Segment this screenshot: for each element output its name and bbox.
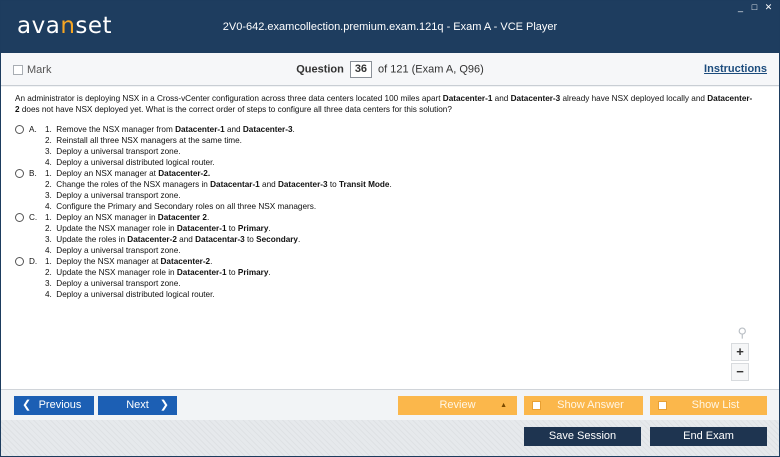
answer-step (45, 234, 300, 245)
answer-step-segment: . (268, 224, 271, 233)
question-label: Question (296, 63, 344, 76)
answer-option[interactable] (15, 256, 755, 300)
answer-step-segment: Update the NSX manager role in (56, 224, 177, 233)
answer-step-segment: . (298, 235, 301, 244)
answer-step-segment: and (224, 125, 243, 134)
answer-step-segment: Deploy a universal transport zone. (56, 279, 181, 288)
answer-letter: A. (29, 125, 37, 134)
step-number: 3. (45, 235, 52, 244)
step-number: 2. (45, 136, 52, 145)
step-number: 1. (45, 213, 52, 222)
answer-step-segment: Primary (237, 224, 269, 233)
answer-step-segment: Deploy an NSX manager at (56, 169, 159, 178)
step-number: 2. (45, 268, 52, 277)
answer-step-segment: Datacenter-3 (242, 125, 293, 134)
question-bar (1, 53, 779, 86)
answer-step-segment: Datacenter-2. (158, 169, 211, 178)
navigation-bar (1, 389, 779, 420)
answer-options (15, 124, 755, 300)
question-content (1, 87, 779, 389)
answer-letter: D. (29, 257, 38, 266)
answer-step-segment: Datacenter-1 (175, 125, 225, 134)
window-title: 2V0-642.examcollection.premium.exam.121q - Exam A - VCE Player (222, 21, 558, 33)
answer-step (45, 124, 295, 135)
end-exam-button[interactable]: End Exam (650, 427, 767, 446)
step-number: 1. (45, 169, 52, 178)
answer-radio[interactable] (15, 257, 24, 266)
magnifier-icon: ⚲ (737, 325, 747, 340)
app-logo: avanset (17, 13, 113, 39)
answer-step (45, 146, 295, 157)
step-number: 3. (45, 147, 52, 156)
answer-step (45, 201, 392, 212)
zoom-in-button[interactable]: + (731, 343, 749, 361)
previous-button[interactable]: ❮ Previous (14, 396, 94, 415)
zoom-out-button[interactable]: − (731, 363, 749, 381)
question-text-segment: and (492, 94, 511, 103)
answer-step-segment: Configure the Primary and Secondary roles on all three NSX managers. (56, 202, 317, 211)
show-list-button[interactable]: Show List (650, 396, 767, 415)
answer-step-segment: Transit Mode (338, 180, 390, 189)
step-number: 1. (45, 125, 52, 134)
maximize-icon[interactable]: □ (751, 2, 758, 12)
question-total: of 121 (Exam A, Q96) (378, 63, 484, 76)
answer-step-segment: Datacentar-3 (195, 235, 245, 244)
title-bar (1, 1, 779, 53)
answer-step-segment: Deploy a universal transport zone. (56, 191, 181, 200)
answer-radio[interactable] (15, 125, 24, 134)
answer-step-segment: Deploy a universal distributed logical router. (56, 290, 215, 299)
answer-steps (45, 212, 300, 256)
answer-step (45, 179, 392, 190)
step-number: 3. (45, 191, 52, 200)
answer-step-segment: . (389, 180, 392, 189)
chevron-right-icon: ❯ (159, 399, 169, 411)
answer-step (45, 223, 300, 234)
minimize-icon[interactable]: _ (737, 2, 743, 12)
chevron-left-icon: ❮ (22, 399, 32, 411)
step-number: 4. (45, 246, 52, 255)
answer-step-segment: Update the roles in (56, 235, 128, 244)
mark-label: Mark (27, 64, 52, 76)
answer-step-segment: Datacenter-1 (176, 268, 227, 277)
window-controls (736, 3, 773, 12)
answer-step-segment: to (226, 224, 238, 233)
answer-step-segment: . (292, 125, 295, 134)
step-number: 2. (45, 224, 52, 233)
answer-step-segment: Datacenter-2 (160, 257, 211, 266)
answer-step-segment: Datacenter-1 (176, 224, 227, 233)
answer-step-segment: Update the NSX manager role in (56, 268, 177, 277)
answer-steps (45, 168, 392, 212)
answer-radio[interactable] (15, 213, 24, 222)
answer-letter: B. (29, 169, 37, 178)
answer-option[interactable] (15, 124, 755, 168)
question-number-input[interactable]: 36 (350, 61, 372, 78)
triangle-up-icon: ▲ (500, 402, 507, 409)
question-text-segment: already have NSX deployed locally and (560, 94, 708, 103)
answer-radio[interactable] (15, 169, 24, 178)
question-text-segment: An administrator is deploying NSX in a Cross-vCenter configuration across three data centers located 100 miles apart (15, 94, 443, 103)
answer-step-segment: Datacenter 2 (157, 213, 207, 222)
answer-step (45, 267, 271, 278)
question-text-segment: Datacenter-1 (442, 94, 493, 103)
question-text (15, 93, 755, 115)
save-session-button[interactable]: Save Session (524, 427, 641, 446)
answer-step-segment: Datacentar-1 (210, 180, 260, 189)
answer-step-segment: Deploy a universal transport zone. (56, 147, 181, 156)
answer-step-segment: to (226, 268, 238, 277)
answer-step (45, 212, 300, 223)
answer-steps (45, 124, 295, 168)
answer-step-segment: Datacenter-2 (127, 235, 177, 244)
footer-bar (1, 420, 779, 456)
answer-step-segment: Remove the NSX manager from (56, 125, 176, 134)
answer-step-segment: and (259, 180, 278, 189)
step-number: 4. (45, 202, 52, 211)
answer-step (45, 256, 271, 267)
show-answer-button[interactable]: Show Answer (524, 396, 643, 415)
answer-step-segment: Deploy a universal distributed logical router. (56, 158, 215, 167)
answer-step-segment: and (176, 235, 196, 244)
instructions-link[interactable]: Instructions (704, 63, 767, 75)
step-number: 1. (45, 257, 52, 266)
close-icon[interactable]: ✕ (764, 2, 773, 12)
answer-step-segment: Deploy a universal transport zone. (56, 246, 181, 255)
answer-step-segment: . (268, 268, 271, 277)
answer-step-segment: Secondary (256, 235, 298, 244)
step-number: 2. (45, 180, 52, 189)
answer-step-segment: . (210, 257, 213, 266)
answer-step-segment: Deploy the NSX manager at (56, 257, 161, 266)
step-number: 4. (45, 290, 52, 299)
step-number: 3. (45, 279, 52, 288)
step-number: 4. (45, 158, 52, 167)
answer-step-segment: to (327, 180, 339, 189)
answer-step (45, 135, 295, 146)
answer-step-segment: Primary (237, 268, 269, 277)
answer-step-segment: to (244, 235, 257, 244)
answer-step-segment: Datacenter-3 (277, 180, 328, 189)
answer-option[interactable] (15, 168, 755, 212)
show-answer-checkbox[interactable] (532, 401, 541, 410)
answer-letter: C. (29, 213, 38, 222)
question-text-segment: Datacenter-3 (510, 94, 561, 103)
review-button[interactable]: Review ▲ (398, 396, 517, 415)
answer-step (45, 190, 392, 201)
answer-steps (45, 256, 271, 300)
question-text-segment: Datacenter-2 (15, 94, 753, 114)
answer-step (45, 168, 392, 179)
answer-step (45, 157, 295, 168)
question-counter (1, 61, 779, 78)
answer-step (45, 245, 300, 256)
answer-step (45, 278, 271, 289)
question-text-segment: does not have NSX deployed yet. What is the correct order of steps to configure all three data centers for this solution? (19, 105, 452, 114)
next-button[interactable]: Next ❯ (98, 396, 177, 415)
answer-step-segment: . (206, 213, 210, 222)
show-list-checkbox[interactable] (658, 401, 667, 410)
answer-step (45, 289, 271, 300)
answer-step-segment: Deploy an NSX manager in (56, 213, 158, 222)
answer-option[interactable] (15, 212, 755, 256)
answer-step-segment: Change the roles of the NSX managers in (56, 180, 211, 189)
answer-step-segment: Reinstall all three NSX managers at the same time. (56, 136, 242, 145)
